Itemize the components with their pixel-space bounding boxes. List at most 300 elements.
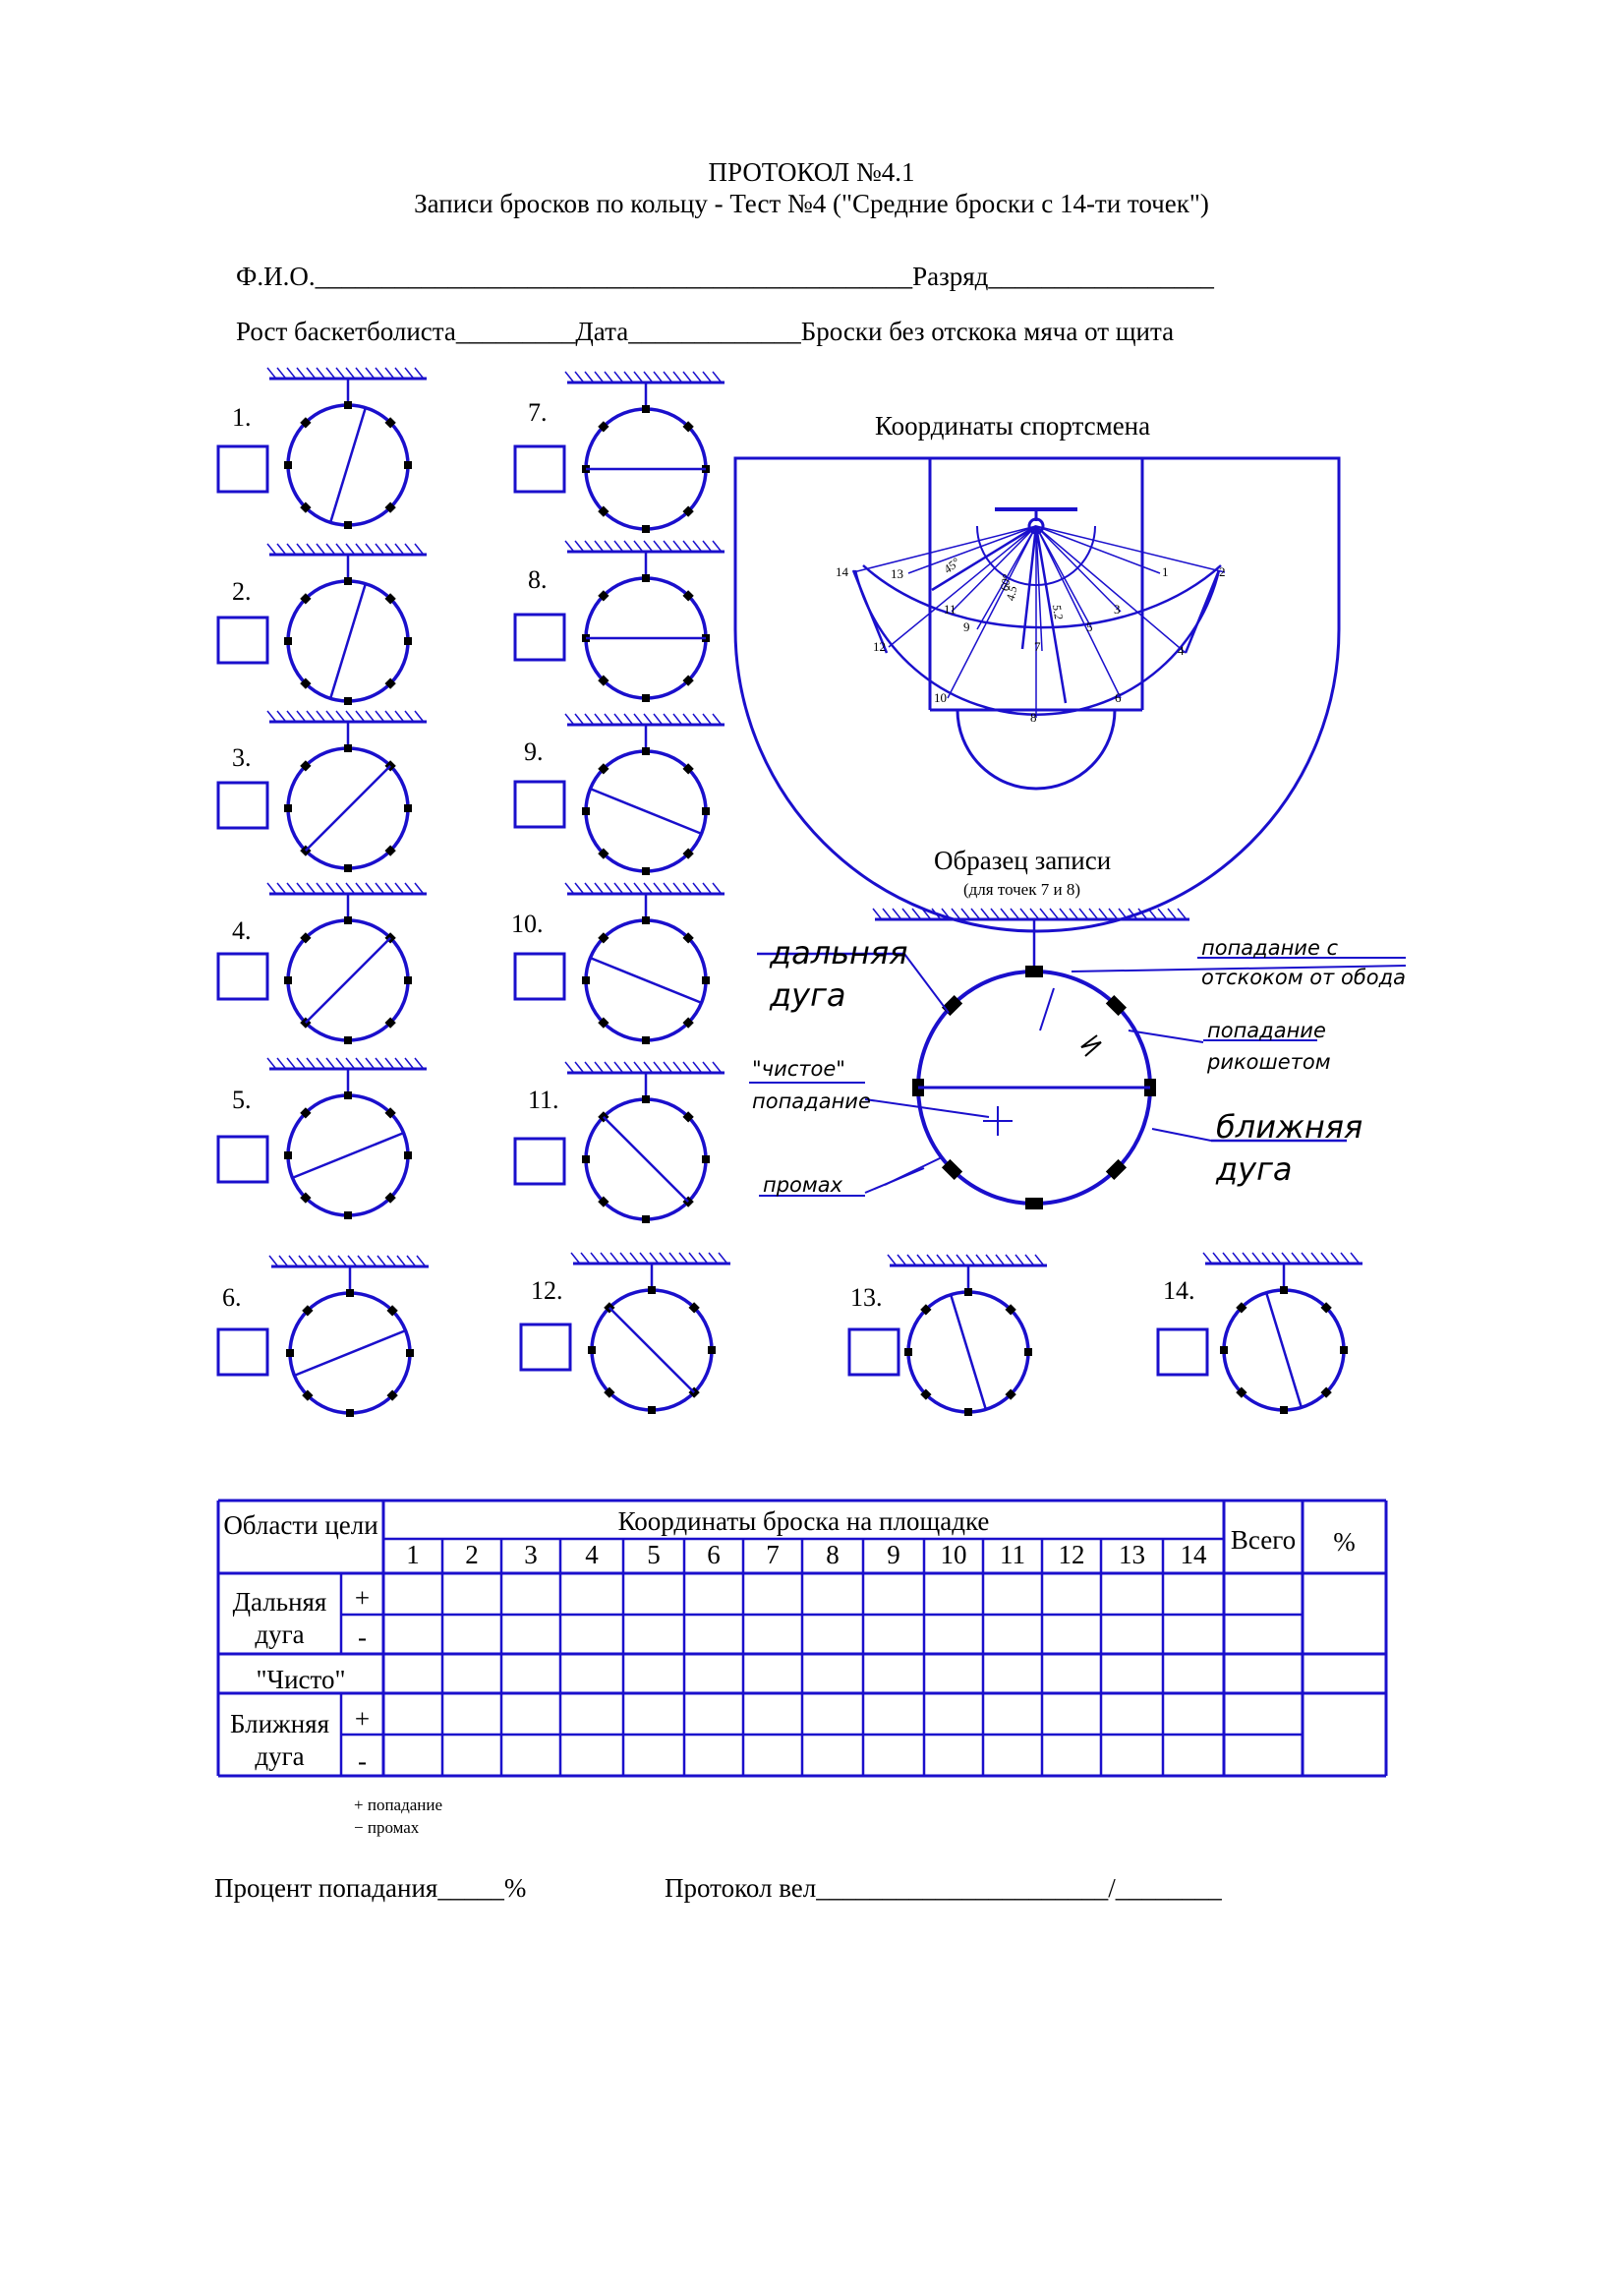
ring-3-wall-hatch	[317, 711, 324, 721]
ring-11-wall-hatch	[703, 1062, 711, 1072]
table-column-label-1: 1	[406, 1540, 420, 1569]
ring-5-rim-mark	[404, 1151, 412, 1159]
ricochet-label-1: попадание	[1207, 1019, 1326, 1042]
ring-13-wall-hatch	[976, 1255, 984, 1265]
near-arc-label-1: ближняя	[1216, 1108, 1363, 1146]
keeper-blank[interactable]: ______________________	[816, 1873, 1109, 1903]
ring-5-rim-mark	[344, 1091, 352, 1099]
ring-14-wall-hatch	[1351, 1253, 1359, 1263]
sample-wall-hatch	[893, 909, 900, 918]
ring-5-wall-hatch	[366, 1058, 374, 1068]
far-arc-minus: -	[358, 1622, 367, 1652]
sample-wall-hatch	[1011, 909, 1018, 918]
ring-2-wall-hatch	[267, 544, 275, 554]
ring-11-rim-mark	[702, 1155, 710, 1163]
legend-minus-text: промах	[367, 1818, 420, 1837]
table-zones-header: Области цели	[223, 1510, 378, 1540]
ring-11-wall-hatch	[654, 1062, 662, 1072]
height-date-field[interactable]	[236, 317, 1174, 347]
ring-5-wall-hatch	[395, 1058, 403, 1068]
keeper-field[interactable]	[665, 1873, 1222, 1904]
ring-6-wall-hatch	[407, 1256, 415, 1266]
ring-2-diameter	[330, 584, 366, 699]
ring-4-wall-hatch	[385, 883, 393, 893]
ring-6-wall-hatch	[328, 1256, 336, 1266]
ring-3-rim-mark	[404, 804, 412, 812]
court-distance-label-4: 5.2	[1049, 603, 1067, 621]
ring-10-wall-hatch	[644, 883, 652, 893]
ring-3-rim-mark	[284, 804, 292, 812]
ring-13-wall-hatch	[947, 1255, 955, 1265]
ring-10-wall-hatch	[614, 883, 622, 893]
ricochet-label-2: рикошетом	[1207, 1050, 1331, 1074]
ring-label-14: 14.	[1163, 1276, 1195, 1305]
ring-4-wall-hatch	[376, 883, 383, 893]
ring-7-wall-hatch	[654, 372, 662, 382]
ring-13-wall-hatch	[996, 1255, 1004, 1265]
ring-14-wall-hatch	[1223, 1253, 1231, 1263]
ring-2-wall-hatch	[326, 544, 334, 554]
ring-6-rim-mark	[286, 1349, 294, 1357]
ring-5-wall-hatch	[287, 1058, 295, 1068]
ring-10-wall-hatch	[664, 883, 671, 893]
ring-4-diameter	[306, 938, 390, 1023]
ring-9-wall-hatch	[605, 714, 612, 724]
sample-wall-hatch	[883, 909, 891, 918]
ring-7-wall-hatch	[683, 372, 691, 382]
ring-13-wall-hatch	[937, 1255, 945, 1265]
ring-2-rim-mark	[284, 637, 292, 645]
ring-3-diameter	[306, 766, 390, 851]
ring-14-wall-hatch	[1321, 1253, 1329, 1263]
ring-5-wall-hatch	[346, 1058, 354, 1068]
ring-2-wall-hatch	[366, 544, 374, 554]
ring-6-rim-mark	[406, 1349, 414, 1357]
ring-2-wall-hatch	[356, 544, 364, 554]
ring-5-result-box	[218, 1137, 267, 1182]
ring-3-wall-hatch	[376, 711, 383, 721]
ring-14-wall-hatch	[1203, 1253, 1211, 1263]
sample-wall-hatch	[1119, 909, 1127, 918]
table-column-label-14: 14	[1180, 1540, 1207, 1569]
ring-2-wall-hatch	[395, 544, 403, 554]
ring-8-result-box	[515, 615, 564, 660]
ring-9-wall-hatch	[585, 714, 593, 724]
ring-11-wall-hatch	[693, 1062, 701, 1072]
sample-title: Образец записи	[934, 846, 1112, 875]
ring-label-5: 5.	[232, 1086, 252, 1114]
legend-minus	[354, 1818, 419, 1838]
ring-9-wall-hatch	[664, 714, 671, 724]
ring-11-rim-mark	[642, 1215, 650, 1223]
ring-6-wall-hatch	[397, 1256, 405, 1266]
near-arc-plus: +	[354, 1704, 371, 1734]
sample-wall-hatch	[1168, 909, 1176, 918]
court-point-label-8: 8	[1030, 710, 1037, 725]
ring-4-wall-hatch	[307, 883, 315, 893]
far-arc-label-1: дальняя	[770, 934, 908, 971]
ring-14-wall-hatch	[1331, 1253, 1339, 1263]
ring-12-wall-hatch	[699, 1253, 707, 1263]
far-arc-label-2: дуга	[770, 976, 846, 1014]
ring-12-diameter	[609, 1308, 694, 1392]
ring-label-9: 9.	[524, 737, 544, 766]
legend-plus	[354, 1796, 442, 1815]
ring-1-wall-hatch	[287, 368, 295, 378]
sample-wall-hatch	[1050, 909, 1058, 918]
ring-label-3: 3.	[232, 743, 252, 772]
ring-1-rim-mark	[344, 521, 352, 529]
ring-12-rim-mark	[648, 1286, 656, 1294]
ring-5-wall-hatch	[277, 1058, 285, 1068]
legend-minus-symbol: −	[354, 1818, 364, 1837]
ring-6-diameter	[294, 1330, 405, 1376]
ring-2-wall-hatch	[415, 544, 423, 554]
ring-14-wall-hatch	[1272, 1253, 1280, 1263]
ring-14-rim-mark	[1280, 1406, 1288, 1414]
court-arrow-7	[1022, 526, 1036, 649]
court-arc-edge-right	[1186, 570, 1219, 653]
ring-1-wall-hatch	[277, 368, 285, 378]
ring-8-wall-hatch	[605, 541, 612, 551]
ring-3-wall-hatch	[267, 711, 275, 721]
ring-11-wall-hatch	[644, 1062, 652, 1072]
ring-8-wall-hatch	[693, 541, 701, 551]
ring-13-wall-hatch	[1015, 1255, 1023, 1265]
table-column-label-9: 9	[887, 1540, 900, 1569]
ring-13-rim-mark	[1024, 1348, 1032, 1356]
rank-blank[interactable]: _________________	[988, 262, 1214, 291]
ring-4-wall-hatch	[395, 883, 403, 893]
ring-label-10: 10.	[511, 910, 544, 938]
clean-label-2: попадание	[752, 1089, 871, 1113]
ring-11-wall-hatch	[683, 1062, 691, 1072]
ring-4-wall-hatch	[405, 883, 413, 893]
rank-label: Разряд	[912, 262, 989, 291]
ring-13-wall-hatch	[907, 1255, 915, 1265]
sample-wall-hatch	[1001, 909, 1009, 918]
ring-1-wall-hatch	[376, 368, 383, 378]
near-arc-minus: -	[358, 1746, 367, 1776]
court-point-label-1: 1	[1162, 564, 1169, 579]
sample-wall-hatch	[1030, 909, 1038, 918]
ring-12-wall-hatch	[591, 1253, 599, 1263]
sample-wall-hatch	[1158, 909, 1166, 918]
court-title: Координаты спортсмена	[875, 411, 1151, 441]
ring-14-wall-hatch	[1233, 1253, 1241, 1263]
document-subtitle: Записи бросков по кольцу - Тест №4 ("Средние броски с 14-ти точек")	[414, 189, 1209, 218]
ring-3-wall-hatch	[366, 711, 374, 721]
court-point-label-11: 11	[944, 602, 956, 617]
ring-4-rim-mark	[404, 976, 412, 984]
ring-10-wall-hatch	[673, 883, 681, 893]
ring-4-rim-mark	[344, 916, 352, 924]
sample-rim-mark	[1025, 966, 1043, 977]
keeper-label: Протокол вел	[665, 1873, 817, 1903]
ring-2-wall-hatch	[336, 544, 344, 554]
miss-arrow-2	[865, 1168, 924, 1193]
ring-4-wall-hatch	[317, 883, 324, 893]
ring-1-result-box	[218, 446, 267, 492]
ring-9-wall-hatch	[644, 714, 652, 724]
ring-13-diameter	[951, 1295, 986, 1410]
ring-9-wall-hatch	[634, 714, 642, 724]
sample-wall-hatch	[952, 909, 959, 918]
ring-7-wall-hatch	[713, 372, 721, 382]
ring-1-wall-hatch	[297, 368, 305, 378]
ring-12-wall-hatch	[719, 1253, 726, 1263]
table-column-label-2: 2	[465, 1540, 479, 1569]
height-label: Рост баскетболиста	[236, 317, 456, 346]
ring-11-rim-mark	[642, 1095, 650, 1103]
ring-3-wall-hatch	[385, 711, 393, 721]
ring-4-wall-hatch	[277, 883, 285, 893]
ring-11-rim-mark	[582, 1155, 590, 1163]
sample-wall-hatch	[1079, 909, 1087, 918]
ring-11-wall-hatch	[605, 1062, 612, 1072]
fio-field[interactable]	[236, 262, 1214, 292]
near-arc-label-2: дуга	[1216, 1150, 1293, 1188]
ring-12-wall-hatch	[669, 1253, 677, 1263]
ring-1-wall-hatch	[307, 368, 315, 378]
ring-1-wall-hatch	[336, 368, 344, 378]
table-column-label-11: 11	[1000, 1540, 1025, 1569]
percent-blank[interactable]: _____	[437, 1873, 504, 1903]
ring-9-wall-hatch	[614, 714, 622, 724]
ring-label-1: 1.	[232, 403, 252, 432]
height-blank[interactable]: _________	[455, 317, 576, 346]
sample-wall-hatch	[971, 909, 979, 918]
ring-2-wall-hatch	[287, 544, 295, 554]
ring-3-wall-hatch	[395, 711, 403, 721]
far-arc-plus: +	[354, 1583, 371, 1613]
table-column-label-12: 12	[1058, 1540, 1085, 1569]
table-column-label-3: 3	[524, 1540, 538, 1569]
ring-14-rim-mark	[1340, 1346, 1348, 1354]
ring-11-wall-hatch	[664, 1062, 671, 1072]
fio-label: Ф.И.О.	[236, 262, 316, 291]
ring-12-wall-hatch	[689, 1253, 697, 1263]
ring-9-wall-hatch	[713, 714, 721, 724]
sample-wall-hatch	[1148, 909, 1156, 918]
ring-14-wall-hatch	[1292, 1253, 1300, 1263]
ring-6-rim-mark	[346, 1409, 354, 1417]
ring-11-wall-hatch	[673, 1062, 681, 1072]
ring-12-wall-hatch	[640, 1253, 648, 1263]
ring-7-result-box	[515, 446, 564, 492]
ring-2-rim-mark	[344, 697, 352, 705]
ring-12-rim-mark	[708, 1346, 716, 1354]
ring-11-result-box	[515, 1139, 564, 1184]
ring-3-wall-hatch	[307, 711, 315, 721]
sample-wall-hatch	[981, 909, 989, 918]
ring-14-wall-hatch	[1252, 1253, 1260, 1263]
ring-7-wall-hatch	[634, 372, 642, 382]
ring-7-rim-mark	[642, 405, 650, 413]
ring-10-wall-hatch	[595, 883, 603, 893]
table-column-label-4: 4	[585, 1540, 599, 1569]
ring-5-wall-hatch	[376, 1058, 383, 1068]
ring-1-wall-hatch	[385, 368, 393, 378]
ring-2-wall-hatch	[385, 544, 393, 554]
sample-wall-hatch	[1109, 909, 1117, 918]
ring-3-result-box	[218, 783, 267, 828]
ring-2-wall-hatch	[297, 544, 305, 554]
ring-3-wall-hatch	[356, 711, 364, 721]
ring-8-wall-hatch	[624, 541, 632, 551]
ring-10-wall-hatch	[713, 883, 721, 893]
court-point-label-14: 14	[836, 564, 848, 579]
clean-label-1: "чистое"	[752, 1057, 845, 1081]
ring-6-wall-hatch	[387, 1256, 395, 1266]
ring-10-wall-hatch	[575, 883, 583, 893]
ring-1-diameter	[330, 408, 366, 523]
percent-label: Процент попадания	[214, 1873, 438, 1903]
ring-7-wall-hatch	[703, 372, 711, 382]
ring-12-wall-hatch	[679, 1253, 687, 1263]
keeper-blank-2[interactable]: ________	[1115, 1873, 1222, 1903]
sample-wall-hatch	[912, 909, 920, 918]
ring-13-wall-hatch	[1025, 1255, 1033, 1265]
ring-3-wall-hatch	[346, 711, 354, 721]
ring-6-wall-hatch	[348, 1256, 356, 1266]
ring-5-wall-hatch	[336, 1058, 344, 1068]
ring-2-result-box	[218, 618, 267, 663]
ring-9-wall-hatch	[595, 714, 603, 724]
ring-3-wall-hatch	[287, 711, 295, 721]
ring-2-rim-mark	[404, 637, 412, 645]
ring-14-rim-mark	[1280, 1286, 1288, 1294]
ring-1-wall-hatch	[346, 368, 354, 378]
ring-2-wall-hatch	[307, 544, 315, 554]
ring-label-2: 2.	[232, 577, 252, 606]
ring-9-wall-hatch	[693, 714, 701, 724]
table-column-label-7: 7	[766, 1540, 780, 1569]
court-point-label-6: 6	[1115, 690, 1122, 705]
ring-13-rim-mark	[964, 1408, 972, 1416]
ring-12-result-box	[521, 1325, 570, 1370]
ring-9-wall-hatch	[673, 714, 681, 724]
ring-4-result-box	[218, 954, 267, 999]
ring-1-wall-hatch	[405, 368, 413, 378]
ring-3-wall-hatch	[297, 711, 305, 721]
court-point-label-4: 4	[1178, 643, 1185, 658]
court-distance-label-1: 45°	[941, 555, 963, 576]
sample-wall-hatch	[1070, 909, 1077, 918]
ring-4-rim-mark	[344, 1036, 352, 1044]
ring-4-wall-hatch	[346, 883, 354, 893]
ring-9-wall-hatch	[624, 714, 632, 724]
ring-3-wall-hatch	[277, 711, 285, 721]
ring-8-wall-hatch	[595, 541, 603, 551]
ring-10-wall-hatch	[654, 883, 662, 893]
ring-3-rim-mark	[344, 864, 352, 872]
ring-6-wall-hatch	[299, 1256, 307, 1266]
court-point-label-7: 7	[1034, 639, 1041, 654]
ring-14-rim-mark	[1220, 1346, 1228, 1354]
sample-subtitle: (для точек 7 и 8)	[963, 880, 1080, 899]
ring-13-wall-hatch	[888, 1255, 896, 1265]
ring-6-wall-hatch	[289, 1256, 297, 1266]
ring-2-wall-hatch	[317, 544, 324, 554]
sample-wall-hatch	[991, 909, 999, 918]
ring-10-result-box	[515, 954, 564, 999]
ring-11-diameter	[604, 1117, 688, 1202]
fio-blank[interactable]: _____________________________________________	[315, 262, 913, 291]
ring-13-wall-hatch	[927, 1255, 935, 1265]
ring-10-wall-hatch	[624, 883, 632, 893]
ring-13-wall-hatch	[956, 1255, 964, 1265]
ring-10-wall-hatch	[683, 883, 691, 893]
ring-10-wall-hatch	[634, 883, 642, 893]
date-blank[interactable]: _____________	[628, 317, 801, 346]
ring-14-wall-hatch	[1213, 1253, 1221, 1263]
ring-1-wall-hatch	[326, 368, 334, 378]
ring-4-wall-hatch	[336, 883, 344, 893]
sample-wall-hatch	[1020, 909, 1028, 918]
ring-4-wall-hatch	[366, 883, 374, 893]
ring-label-11: 11.	[528, 1086, 559, 1114]
ring-1-wall-hatch	[267, 368, 275, 378]
percent-field[interactable]	[214, 1873, 526, 1904]
ring-14-wall-hatch	[1311, 1253, 1319, 1263]
ring-7-wall-hatch	[644, 372, 652, 382]
ring-9-rim-mark	[642, 747, 650, 755]
far-arc-row-label: Дальняя дуга	[232, 1587, 327, 1649]
ring-8-wall-hatch	[683, 541, 691, 551]
ring-4-wall-hatch	[267, 883, 275, 893]
ring-9-wall-hatch	[703, 714, 711, 724]
ring-3-wall-hatch	[326, 711, 334, 721]
ring-4-wall-hatch	[356, 883, 364, 893]
ring-10-diameter	[590, 958, 701, 1003]
ring-14-wall-hatch	[1302, 1253, 1309, 1263]
ring-7-wall-hatch	[565, 372, 573, 382]
court-distance-label-3: 4.5	[1003, 584, 1020, 603]
ring-12-wall-hatch	[610, 1253, 618, 1263]
ring-6-result-box	[218, 1329, 267, 1375]
ring-13-wall-hatch	[917, 1255, 925, 1265]
ring-13-wall-hatch	[986, 1255, 994, 1265]
court-point-label-5: 5	[1086, 619, 1093, 634]
ring-5-rim-mark	[284, 1151, 292, 1159]
ring-13-wall-hatch	[898, 1255, 905, 1265]
ring-9-result-box	[515, 782, 564, 827]
ring-4-wall-hatch	[297, 883, 305, 893]
sample-wall-hatch	[1099, 909, 1107, 918]
ring-2-wall-hatch	[277, 544, 285, 554]
ring-2-wall-hatch	[376, 544, 383, 554]
ring-12-rim-mark	[648, 1406, 656, 1414]
court-point-label-3: 3	[1114, 602, 1121, 617]
ring-7-wall-hatch	[605, 372, 612, 382]
ring-7-rim-mark	[642, 525, 650, 533]
ring-6-wall-hatch	[279, 1256, 287, 1266]
ring-9-wall-hatch	[575, 714, 583, 724]
sample-wall-hatch	[961, 909, 969, 918]
sample-wall-hatch	[902, 909, 910, 918]
document-title: ПРОТОКОЛ №4.1	[708, 157, 915, 187]
ring-11-wall-hatch	[565, 1062, 573, 1072]
ring-14-result-box	[1158, 1329, 1207, 1375]
ring-8-wall-hatch	[644, 541, 652, 551]
sample-wall-hatch	[1089, 909, 1097, 918]
ring-1-rim-mark	[404, 461, 412, 469]
ring-6-wall-hatch	[338, 1256, 346, 1266]
clean-row-label: "Чисто"	[256, 1665, 346, 1694]
ring-8-rim-mark	[642, 574, 650, 582]
ring-label-4: 4.	[232, 916, 252, 945]
